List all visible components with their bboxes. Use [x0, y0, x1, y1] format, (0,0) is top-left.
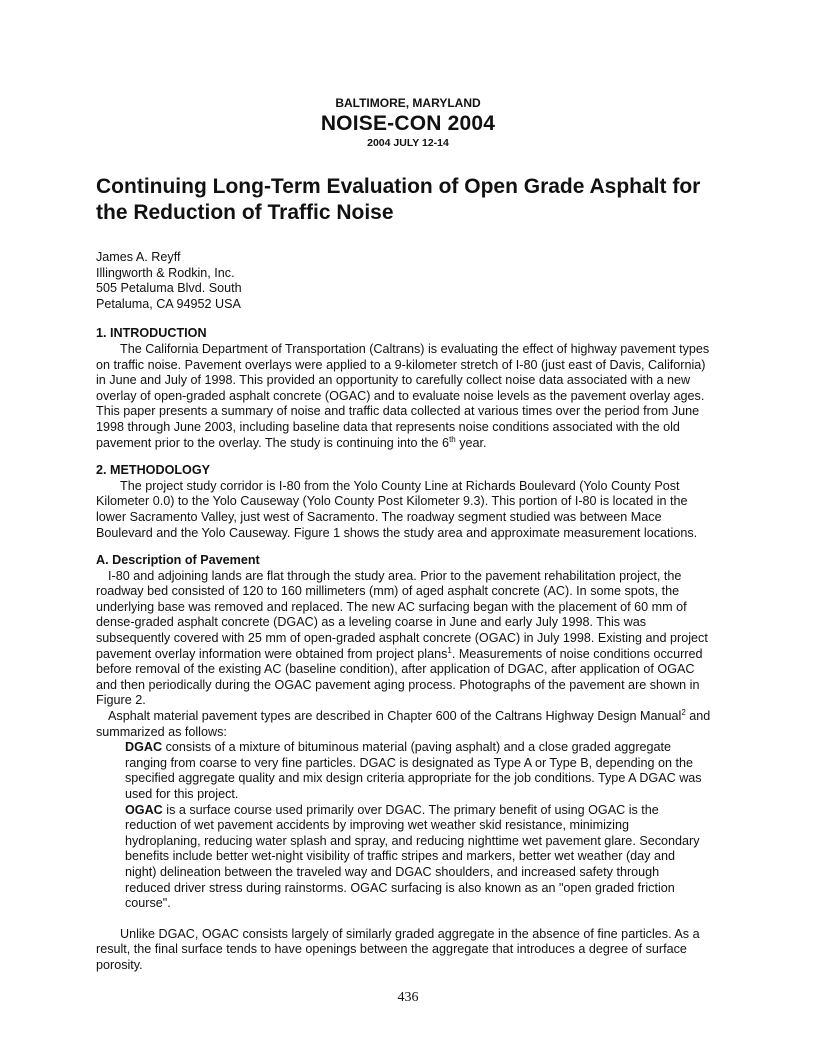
intro-text: The California Department of Transportation (Caltrans) is evaluating the effect of highway pavement types on traffic noise. Pavement overlays were applied to a 9-kilometer stretch of I-80 (just east of Davis, California) in June and July of 1998. This provided an opportunity to carefully collect noise data associated with a new overlay of open-graded asphalt concrete (OGAC) and to evaluate noise levels as the pavement overlay ages. This paper presents a summary of noise and traffic data collected at various times over the period from June 1998 through June 2003, including baseline data that represents noise conditions associated with the old pavement prior to the overlay. The study is continuing into the 6 — [96, 341, 710, 450]
definitions-block — [96, 740, 718, 912]
paragraph-gap — [96, 912, 718, 927]
ordinal-superscript: th — [449, 434, 456, 444]
author-city: Petaluma, CA 94952 USA — [96, 296, 241, 311]
pavement-p2-text-end: and summarized as follows: — [96, 709, 711, 739]
intro-text-end: year. — [455, 435, 487, 450]
conference-name: NOISE-CON 2004 — [320, 112, 496, 135]
intro-heading: 1. INTRODUCTION — [96, 326, 207, 341]
footnote-ref-1: 1 — [447, 645, 452, 655]
author-name: James A. Reyff — [96, 250, 181, 264]
pavement-paragraph-3: Unlike DGAC, OGAC consists largely of similarly graded aggregate in the absence of fine particles. As a result, the final surface tends to have openings between the aggregate that introduces a degree of surface porosity. — [96, 926, 700, 972]
author-street: 505 Petaluma Blvd. South — [96, 281, 242, 296]
author-organization: Illingworth & Rodkin, Inc. — [96, 265, 235, 280]
dgac-definition — [125, 740, 704, 802]
pavement-paragraph-2 — [96, 709, 718, 740]
intro-paragraph — [96, 342, 718, 451]
ogac-term: OGAC — [125, 802, 163, 817]
pavement-p1-text-end: . Measurements of noise conditions occurred before removal of the existing AC (baseline condition), after application of DGAC, after application of OGAC and then periodically during the OGAC pavement aging process. Photographs of the pavement are shown in Figure 2. — [96, 646, 703, 708]
methodology-paragraph: The project study corridor is I-80 from the Yolo County Line at Richards Boulevard (Yolo County Post Kilometer 0.0) to the Yolo Causeway (Yolo County Post Kilometer 9.3). This portion of I-80 is located in the lower Sacramento Valley, just west of Sacramento. The roadway segment studied was between Mace Boulevard and the Yolo Causeway. Figure 1 shows the study area and approximate measurement locations. — [96, 478, 698, 540]
pavement-paragraph-1 — [96, 569, 718, 709]
pavement-p1-text: I-80 and adjoining lands are flat through the study area. Prior to the pavement rehabilitation project, the roadway bed consisted of 120 to 160 millimeters (mm) of aged asphalt concrete (AC). In some spots, the underlying base was removed and replaced. The new AC surfacing began with the placement of 60 mm of dense-graded asphalt concrete (DGAC) as a leveling coarse in June and early July 1998. This was subsequently covered with 25 mm of open-graded asphalt concrete (OGAC) in July 1998. Existing and project pavement overlay information were obtained from project plans — [96, 568, 708, 661]
conference-dates: 2004 JULY 12-14 — [367, 137, 449, 149]
paper-body — [96, 250, 718, 974]
pavement-heading: A. Description of Pavement — [96, 553, 260, 568]
dgac-term: DGAC — [125, 740, 163, 755]
footnote-ref-2: 2 — [681, 707, 686, 717]
conference-location: BALTIMORE, MARYLAND — [335, 96, 481, 110]
pavement-p2-text: Asphalt material pavement types are described in Chapter 600 of the Caltrans Highway Design Manual — [108, 709, 682, 724]
ogac-text: is a surface course used primarily over DGAC. The primary benefit of using OGAC is the reduction of wet pavement accidents by improving wet weather skid resistance, minimizing hydroplaning, reducing water splash and spray, and reducing nighttime wet pavement glare. Secondary benefits include better wet-night visibility of traffic stripes and markers, better wet weather (day and night) delineation between the traveled way and DGAC shoulders, and increased safety through reduced driver stress during rainstorms. OGAC surfacing is also known as an "open graded friction course". — [125, 802, 700, 911]
ogac-definition — [125, 803, 704, 912]
methodology-heading: 2. METHODOLOGY — [96, 463, 211, 478]
dgac-text: consists of a mixture of bituminous material (paving asphalt) and a close graded aggregate ranging from coarse to very fine particles. DGAC is designated as Type A or Type B, depending on the specified aggregate quality and mix design criteria appropriate for the job conditions. Type A DGAC was used for this project. — [125, 740, 702, 801]
author-block — [96, 250, 718, 312]
page-number: 436 — [397, 990, 419, 1005]
paper-title: Continuing Long-Term Evaluation of Open Grade Asphalt for the Reduction of Traffic Noise — [96, 175, 701, 224]
